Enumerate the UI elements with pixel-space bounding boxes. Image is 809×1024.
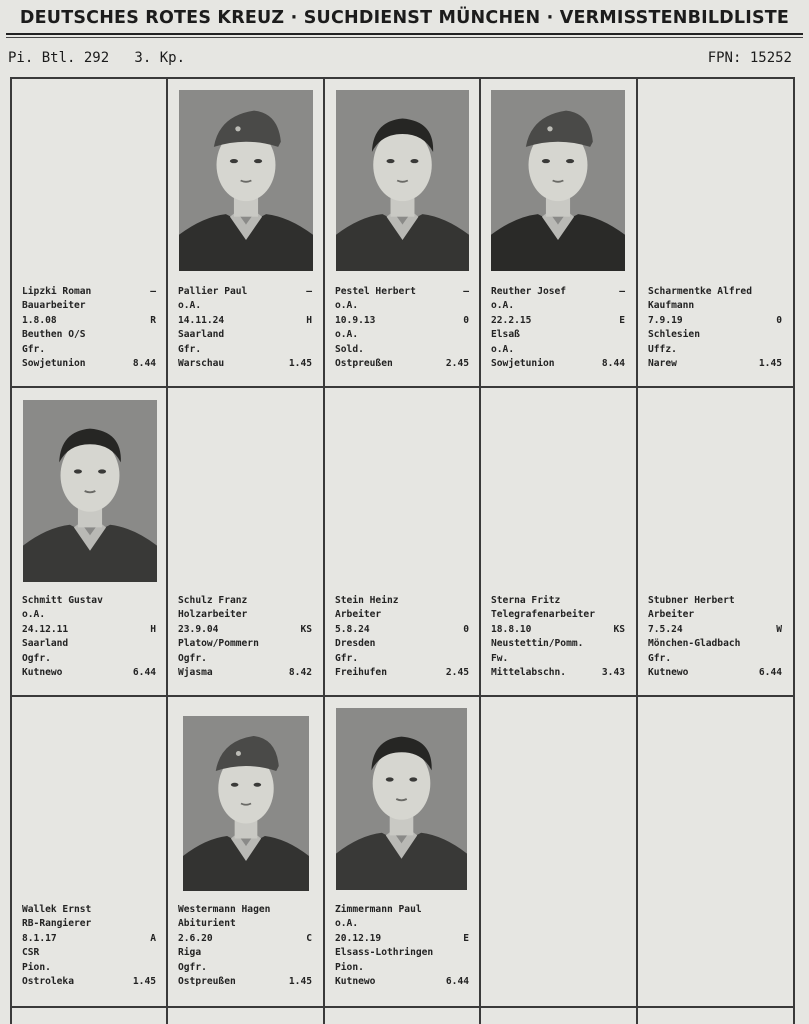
person-religion-code: E — [619, 314, 625, 326]
person-card — [636, 77, 793, 386]
person-missing-area: Ostpreußen — [335, 357, 393, 369]
person-origin: Neustettin/Pomm. — [491, 638, 584, 650]
person-card — [10, 386, 166, 695]
person-missing-date: 1.45 — [288, 975, 312, 987]
person-name: Westermann Hagen — [178, 904, 271, 915]
person-birth-date: 2.6.20 — [178, 932, 213, 944]
person-religion-code: 0 — [463, 623, 469, 635]
person-religion-code: H — [150, 623, 156, 635]
person-occupation: Kaufmann — [648, 300, 695, 312]
person-missing-area: Warschau — [178, 357, 225, 369]
person-birth-date: 8.1.17 — [22, 932, 57, 944]
person-card — [479, 386, 636, 695]
person-birth-date: 20.12.19 — [335, 932, 382, 944]
person-missing-area: Sowjetunion — [22, 357, 86, 369]
info-line — [491, 666, 625, 680]
portrait-photo — [491, 90, 625, 271]
document-title: DEUTSCHES ROTES KREUZ · SUCHDIENST MÜNCHEN · VERMISSTENBILDLISTE — [19, 8, 790, 28]
person-rank: Gfr. — [335, 652, 359, 664]
info-line — [648, 652, 782, 666]
person-missing-date: 6.44 — [445, 975, 469, 987]
info-line — [178, 637, 312, 651]
person-birth-date: 14.11.24 — [178, 314, 225, 326]
info-line — [648, 637, 782, 651]
person-name: Reuther Josef — [491, 286, 567, 297]
info-line — [335, 961, 469, 975]
person-occupation: o.A. — [22, 609, 46, 621]
person-occupation: o.A. — [491, 300, 515, 312]
person-birth-date: 23.9.04 — [178, 623, 219, 635]
info-line — [22, 328, 156, 342]
info-line — [648, 299, 782, 313]
info-line — [491, 314, 625, 328]
person-missing-area: Narew — [648, 357, 677, 369]
person-birth-date: 22.2.15 — [491, 314, 532, 326]
person-occupation: o.A. — [178, 300, 202, 312]
portrait-image — [336, 90, 469, 271]
info-line — [491, 343, 625, 357]
person-missing-date: 1.45 — [758, 357, 782, 369]
info-line — [178, 932, 312, 946]
person-rank: Fw. — [491, 652, 509, 664]
person-origin: Saarland — [22, 638, 69, 650]
info-line — [178, 917, 312, 931]
person-rank: Sold. — [335, 343, 364, 355]
person-name: Stein Heinz — [335, 595, 399, 606]
portrait-photo — [183, 716, 309, 891]
info-line — [22, 932, 156, 946]
info-line — [178, 299, 312, 313]
portrait-photo — [336, 708, 467, 890]
person-missing-date: 3.43 — [601, 666, 625, 678]
person-missing-date: 8.44 — [601, 357, 625, 369]
person-missing-area: Ostroleka — [22, 975, 74, 987]
person-missing-date: 2.45 — [445, 666, 469, 678]
info-line — [22, 299, 156, 313]
info-line — [178, 652, 312, 666]
person-info — [335, 903, 469, 989]
info-line — [22, 623, 156, 637]
info-line — [491, 285, 625, 299]
person-religion-code: W — [776, 623, 782, 635]
info-line — [491, 328, 625, 342]
person-rank: Pion. — [22, 961, 51, 973]
person-card — [10, 695, 166, 1006]
person-religion-code: H — [306, 314, 312, 326]
portrait-photo — [179, 90, 313, 271]
info-line — [22, 594, 156, 608]
info-line — [178, 314, 312, 328]
person-info — [491, 594, 625, 680]
person-card — [166, 695, 323, 1006]
info-line — [335, 594, 469, 608]
person-card — [323, 77, 479, 386]
info-line — [22, 652, 156, 666]
person-missing-area: Kutnewo — [22, 666, 63, 678]
person-birth-date: 7.5.24 — [648, 623, 683, 635]
person-info — [648, 285, 782, 371]
person-origin: o.A. — [335, 329, 359, 341]
person-missing-date: 2.45 — [445, 357, 469, 369]
person-name: Lipzki Roman — [22, 286, 92, 297]
info-line — [178, 961, 312, 975]
person-name-mark: – — [150, 286, 156, 297]
info-line — [335, 637, 469, 651]
unit-label: Pi. Btl. 292 3. Kp. — [8, 50, 186, 66]
person-name: Schulz Franz — [178, 595, 248, 606]
portrait-image — [336, 708, 467, 890]
person-missing-date: 1.45 — [132, 975, 156, 987]
person-religion-code: 0 — [463, 314, 469, 326]
info-line — [335, 314, 469, 328]
fpn-label: FPN: 15252 — [707, 50, 792, 66]
portrait-image — [183, 716, 309, 891]
info-line — [491, 608, 625, 622]
info-line — [178, 357, 312, 371]
info-line — [22, 903, 156, 917]
info-line — [22, 637, 156, 651]
person-rank: Ogfr. — [178, 961, 207, 973]
person-origin: Mönchen-Gladbach — [648, 638, 741, 650]
info-line — [491, 594, 625, 608]
info-line — [335, 666, 469, 680]
person-occupation: Telegrafenarbeiter — [491, 609, 595, 621]
person-origin: Schlesien — [648, 329, 700, 341]
person-card — [166, 386, 323, 695]
person-religion-code: 0 — [776, 314, 782, 326]
person-missing-area: Kutnewo — [335, 975, 376, 987]
portrait-image — [491, 90, 625, 271]
info-line — [178, 594, 312, 608]
person-info — [178, 903, 312, 989]
info-line — [491, 623, 625, 637]
title-rule — [6, 33, 803, 35]
person-rank: Pion. — [335, 961, 364, 973]
title-rule-thin — [6, 37, 803, 38]
person-origin: Beuthen O/S — [22, 329, 86, 341]
info-line — [335, 299, 469, 313]
person-birth-date: 7.9.19 — [648, 314, 683, 326]
info-line — [22, 917, 156, 931]
person-missing-date: 8.44 — [132, 357, 156, 369]
person-info — [22, 903, 156, 989]
info-line — [335, 343, 469, 357]
info-line — [22, 357, 156, 371]
person-rank: Uffz. — [648, 343, 677, 355]
info-line — [178, 946, 312, 960]
person-religion-code: E — [463, 932, 469, 944]
person-occupation: o.A. — [335, 918, 359, 930]
person-rank: Gfr. — [648, 652, 672, 664]
person-birth-date: 10.9.13 — [335, 314, 376, 326]
info-line — [22, 608, 156, 622]
person-missing-date: 8.42 — [288, 666, 312, 678]
person-rank: Ogfr. — [178, 652, 207, 664]
info-line — [648, 314, 782, 328]
person-name: Scharmentke Alfred — [648, 286, 752, 297]
person-missing-area: Wjasma — [178, 666, 213, 678]
person-origin: CSR — [22, 947, 40, 959]
person-religion-code: R — [150, 314, 156, 326]
person-religion-code: A — [150, 932, 156, 944]
person-card — [10, 77, 166, 386]
info-line — [22, 975, 156, 989]
person-origin: Elsaß — [491, 329, 520, 341]
person-occupation: o.A. — [335, 300, 359, 312]
person-missing-area: Freihufen — [335, 666, 387, 678]
person-name-mark: – — [619, 286, 625, 297]
person-info — [491, 285, 625, 371]
person-name: Pestel Herbert — [335, 286, 416, 297]
person-info — [22, 285, 156, 371]
info-line — [648, 343, 782, 357]
person-card — [479, 77, 636, 386]
person-religion-code: KS — [300, 623, 312, 635]
person-name-mark: – — [306, 286, 312, 297]
person-info — [22, 594, 156, 680]
info-line — [648, 328, 782, 342]
info-line — [335, 932, 469, 946]
info-line — [648, 666, 782, 680]
person-origin: Elsass-Lothringen — [335, 947, 434, 959]
grid-horizontal-line — [10, 1006, 793, 1008]
info-line — [648, 623, 782, 637]
grid-vertical-line — [793, 77, 795, 1024]
person-name: Stubner Herbert — [648, 595, 735, 606]
person-birth-date: 1.8.08 — [22, 314, 57, 326]
person-birth-date: 5.8.24 — [335, 623, 370, 635]
person-occupation: Arbeiter — [335, 609, 382, 621]
info-line — [491, 652, 625, 666]
info-line — [335, 917, 469, 931]
info-line — [178, 285, 312, 299]
info-line — [178, 608, 312, 622]
info-line — [22, 314, 156, 328]
person-occupation: Holzarbeiter — [178, 609, 248, 621]
info-line — [335, 623, 469, 637]
person-religion-code: KS — [613, 623, 625, 635]
info-line — [335, 903, 469, 917]
person-birth-date: 24.12.11 — [22, 623, 69, 635]
person-card — [166, 77, 323, 386]
person-occupation: Arbeiter — [648, 609, 695, 621]
info-line — [22, 343, 156, 357]
person-info — [335, 285, 469, 371]
person-rank: o.A. — [491, 343, 515, 355]
info-line — [648, 608, 782, 622]
person-birth-date: 18.8.10 — [491, 623, 532, 635]
person-origin: Saarland — [178, 329, 225, 341]
person-occupation: Abiturient — [178, 918, 236, 930]
info-line — [22, 666, 156, 680]
portrait-image — [179, 90, 313, 271]
info-line — [335, 652, 469, 666]
info-line — [178, 328, 312, 342]
person-occupation: RB-Rangierer — [22, 918, 92, 930]
info-line — [335, 946, 469, 960]
portrait-image — [23, 400, 157, 582]
info-line — [491, 299, 625, 313]
person-info — [648, 594, 782, 680]
info-line — [178, 666, 312, 680]
person-card — [323, 695, 479, 1006]
info-line — [491, 357, 625, 371]
person-missing-date: 6.44 — [758, 666, 782, 678]
portrait-photo — [23, 400, 157, 582]
info-line — [491, 637, 625, 651]
info-line — [22, 946, 156, 960]
person-missing-area: Sowjetunion — [491, 357, 555, 369]
info-line — [22, 285, 156, 299]
person-missing-area: Ostpreußen — [178, 975, 236, 987]
person-info — [335, 594, 469, 680]
info-line — [22, 961, 156, 975]
info-line — [335, 285, 469, 299]
person-rank: Ogfr. — [22, 652, 51, 664]
person-card — [636, 386, 793, 695]
info-line — [178, 343, 312, 357]
person-origin: Riga — [178, 947, 202, 959]
person-missing-area: Kutnewo — [648, 666, 689, 678]
person-name: Zimmermann Paul — [335, 904, 422, 915]
info-line — [178, 975, 312, 989]
person-occupation: Bauarbeiter — [22, 300, 86, 312]
person-info — [178, 285, 312, 371]
info-line — [335, 357, 469, 371]
person-missing-date: 1.45 — [288, 357, 312, 369]
person-rank: Gfr. — [22, 343, 46, 355]
info-line — [648, 285, 782, 299]
person-card — [323, 386, 479, 695]
person-religion-code: C — [306, 932, 312, 944]
person-info — [178, 594, 312, 680]
person-origin: Dresden — [335, 638, 376, 650]
person-name-mark: – — [463, 286, 469, 297]
person-name: Schmitt Gustav — [22, 595, 103, 606]
person-name: Pallier Paul — [178, 286, 248, 297]
info-line — [178, 623, 312, 637]
info-line — [648, 357, 782, 371]
person-missing-date: 6.44 — [132, 666, 156, 678]
portrait-photo — [336, 90, 469, 271]
info-line — [178, 903, 312, 917]
info-line — [335, 328, 469, 342]
person-origin: Platow/Pommern — [178, 638, 259, 650]
info-line — [335, 608, 469, 622]
person-missing-area: Mittelabschn. — [491, 666, 567, 678]
person-name: Sterna Fritz — [491, 595, 561, 606]
info-line — [648, 594, 782, 608]
person-rank: Gfr. — [178, 343, 202, 355]
info-line — [335, 975, 469, 989]
person-name: Wallek Ernst — [22, 904, 92, 915]
